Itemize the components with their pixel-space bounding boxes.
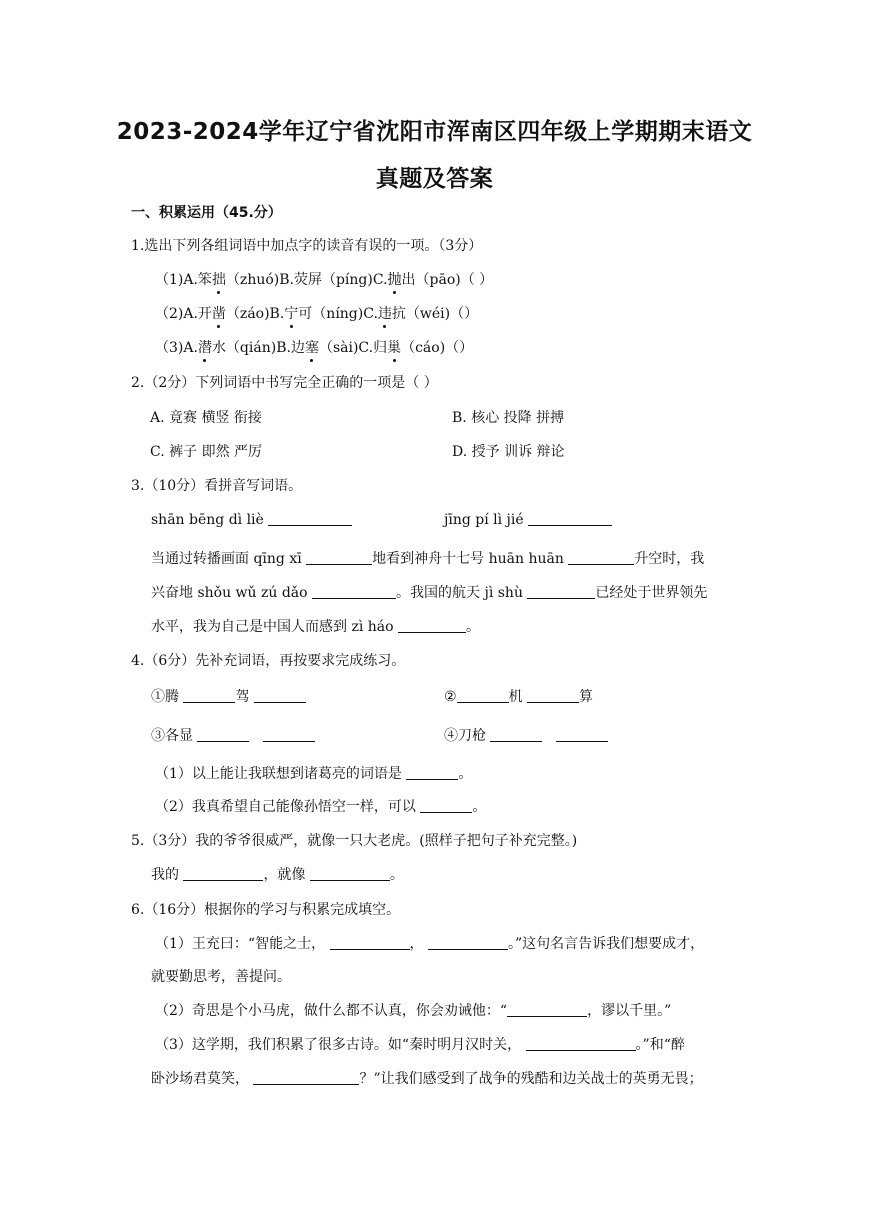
q4-sub-1: （1）以上能让我联想到诸葛亮的词语是 。 — [155, 766, 473, 782]
dotted-char: 宁 — [284, 306, 299, 322]
dotted-char: 凿 — [211, 306, 226, 322]
q3-line2: 兴奋地 shǒu wǔ zú dǎo 。我国的航天 jì shù 已经处于世界领先 — [151, 585, 708, 601]
q6-sub-3-cont: 卧沙场君莫笑， ？”让我们感受到了战争的残酷和边关战士的英勇无畏； — [151, 1071, 703, 1087]
answer-blank[interactable] — [568, 550, 634, 565]
q4-stem: 4.（6分）先补充词语，再按要求完成练习。 — [131, 653, 406, 669]
answer-blank[interactable] — [253, 1070, 359, 1085]
q6-sub-3: （3）这学期，我们积累了很多古诗。如“秦时明月汉时关， 。”和“醉 — [155, 1037, 685, 1053]
answer-blank[interactable] — [556, 727, 608, 742]
answer-blank[interactable] — [398, 618, 466, 633]
q1-row2: （2)A.开凿（záo)B.宁可（níng)C.违抗（wéi)（） — [155, 306, 479, 322]
q3-line1: 当通过转播画面 qīng xī 地看到神舟十七号 huān huān 升空时，我 — [151, 551, 705, 567]
q5-stem: 5.（3分）我的爷爷很威严，就像一只大老虎。(照样子把句子补充完整。) — [131, 833, 578, 849]
q1-stem: 1.选出下列各组词语中加点字的读音有误的一项。（3分） — [131, 238, 483, 254]
answer-blank[interactable] — [526, 1036, 636, 1051]
answer-blank[interactable] — [254, 688, 306, 703]
answer-blank[interactable] — [183, 688, 235, 703]
q2-stem: 2.（2分）下列词语中书写完全正确的一项是（ ） — [131, 375, 438, 391]
answer-blank[interactable] — [306, 550, 372, 565]
q4-item-3: ③各显 — [151, 727, 315, 745]
dotted-char: 违 — [377, 306, 392, 322]
q1-row1: （1)A.笨拙（zhuó)B.荧屏（píng)C.抛出（pāo)（ ） — [155, 272, 494, 288]
q3-pinyin-2: jīng pí lì jié — [444, 511, 612, 529]
q4-sub-2: （2）我真希望自己能像孙悟空一样，可以 。 — [155, 799, 487, 815]
answer-blank[interactable] — [197, 727, 249, 742]
q1-row3: （3)A.潜水（qián)B.边塞（sài)C.归巢（cáo)（） — [155, 340, 474, 356]
q2-option-c: C. 裤子 即然 严厉 — [150, 444, 263, 460]
q6-sub-1: （1）王充曰：“智能之士， ， 。”这句名言告诉我们想要成才， — [155, 936, 705, 952]
dotted-char: 拙 — [211, 272, 226, 288]
q4-item-1: ①腾 驾 — [151, 688, 306, 706]
answer-blank[interactable] — [406, 765, 458, 780]
q6-stem: 6.（16分）根据你的学习与积累完成填空。 — [131, 902, 401, 918]
q5-answer: 我的 ，就像 。 — [151, 867, 404, 883]
q6-sub-1-cont: 就要勤思考，善提问。 — [151, 969, 291, 985]
section-heading: 一、积累运用（45.分） — [131, 205, 282, 221]
q3-stem: 3.（10分）看拼音写词语。 — [131, 478, 303, 494]
q2-option-b: B. 核心 投降 拼搏 — [452, 410, 565, 426]
answer-blank[interactable] — [263, 727, 315, 742]
dotted-char: 巢 — [387, 340, 402, 356]
q3-line3: 水平，我为自己是中国人而感到 zì háo 。 — [151, 619, 480, 635]
answer-blank[interactable] — [457, 688, 509, 703]
q6-sub-2: （2）奇思是个小马虎，做什么都不认真，你会劝诫他：“ ，谬以千里。” — [155, 1003, 672, 1019]
answer-blank[interactable] — [528, 511, 612, 526]
answer-blank[interactable] — [490, 727, 542, 742]
dotted-char: 潜 — [197, 340, 212, 356]
answer-blank[interactable] — [183, 866, 263, 881]
q2-option-a: A. 竟赛 横竖 衔接 — [150, 410, 262, 426]
q2-option-d: D. 授予 训诉 辩论 — [452, 444, 565, 460]
q4-item-4: ④刀枪 — [444, 727, 608, 745]
dotted-char: 抛 — [387, 272, 402, 288]
answer-blank[interactable] — [507, 1002, 587, 1017]
answer-blank[interactable] — [428, 935, 508, 950]
doc-title-line2: 真题及答案 — [375, 166, 494, 192]
answer-blank[interactable] — [330, 935, 410, 950]
answer-blank[interactable] — [420, 798, 472, 813]
dotted-char: 塞 — [304, 340, 319, 356]
q3-pinyin-1: shān bēng dì liè — [151, 511, 352, 529]
q4-item-2: ② 机 算 — [444, 689, 594, 705]
answer-blank[interactable] — [527, 584, 595, 599]
answer-blank[interactable] — [527, 688, 579, 703]
answer-blank[interactable] — [310, 866, 390, 881]
answer-blank[interactable] — [268, 511, 352, 526]
doc-title-line1: 2023-2024学年辽宁省沈阳市浑南区四年级上学期期末语文 — [116, 119, 753, 145]
answer-blank[interactable] — [312, 584, 396, 599]
